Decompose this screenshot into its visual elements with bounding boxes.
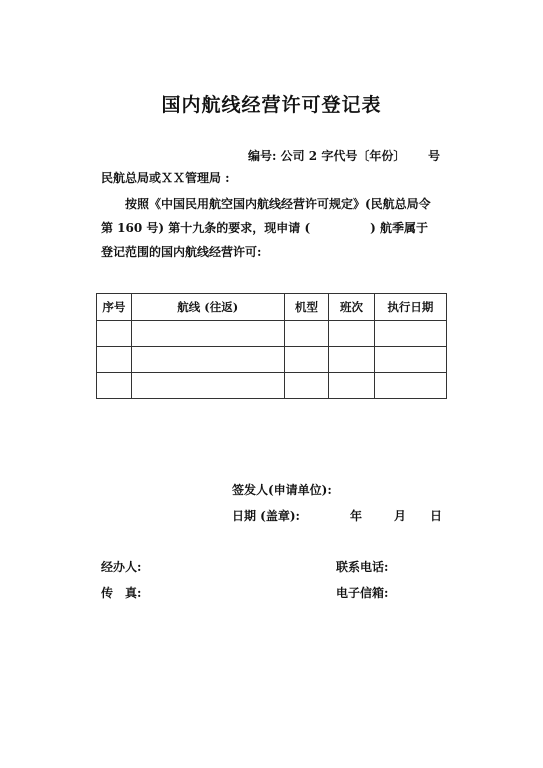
table-cell[interactable] [374,373,446,399]
date-label: 日期 (盖章): [232,509,300,523]
header-route: 航线 (往返) [131,294,284,321]
email-label: 电子信箱: [336,586,389,600]
request-paragraph [101,192,451,264]
paragraph-line-3: 登记范围的国内航线经营许可: [101,245,262,259]
table-cell[interactable] [329,373,375,399]
table-row [97,321,447,347]
addressee: 民航总局或ＸＸ管理局 : [101,171,230,185]
paragraph-line-2: 第 160 号) 第十九条的要求，现申请 ( ) 航季属于 [101,221,428,235]
table-row [97,347,447,373]
date-month-label: 月 [394,509,407,523]
fax-label: 传 真: [101,586,142,600]
issuer-label: 签发人(申请单位): [232,483,332,497]
reference-suffix: 号 [428,149,441,163]
table-cell[interactable] [97,373,132,399]
table-cell[interactable] [329,321,375,347]
header-effective-date: 执行日期 [374,294,446,321]
handler-label: 经办人: [101,560,142,574]
table-cell[interactable] [131,347,284,373]
table-cell[interactable] [284,373,329,399]
route-table [96,293,447,399]
phone-label: 联系电话: [336,560,389,574]
table-cell[interactable] [131,373,284,399]
document-title: 国内航线经营许可登记表 [161,94,382,116]
date-day-label: 日 [430,509,443,523]
table-header-row [97,294,447,321]
header-flights: 班次 [329,294,375,321]
date-year-label: 年 [350,509,363,523]
header-aircraft-type: 机型 [284,294,329,321]
table-row [97,373,447,399]
table-cell[interactable] [374,347,446,373]
table-cell[interactable] [284,347,329,373]
header-serial: 序号 [97,294,132,321]
table-cell[interactable] [374,321,446,347]
reference-number: 编号: 公司 2 字代号〔年份〕 [248,149,406,163]
table-cell[interactable] [329,347,375,373]
table-cell[interactable] [131,321,284,347]
table-cell[interactable] [97,347,132,373]
paragraph-line-1: 按照《中国民用航空国内航线经营许可规定》(民航总局令 [125,197,431,211]
table-cell[interactable] [97,321,132,347]
table-cell[interactable] [284,321,329,347]
